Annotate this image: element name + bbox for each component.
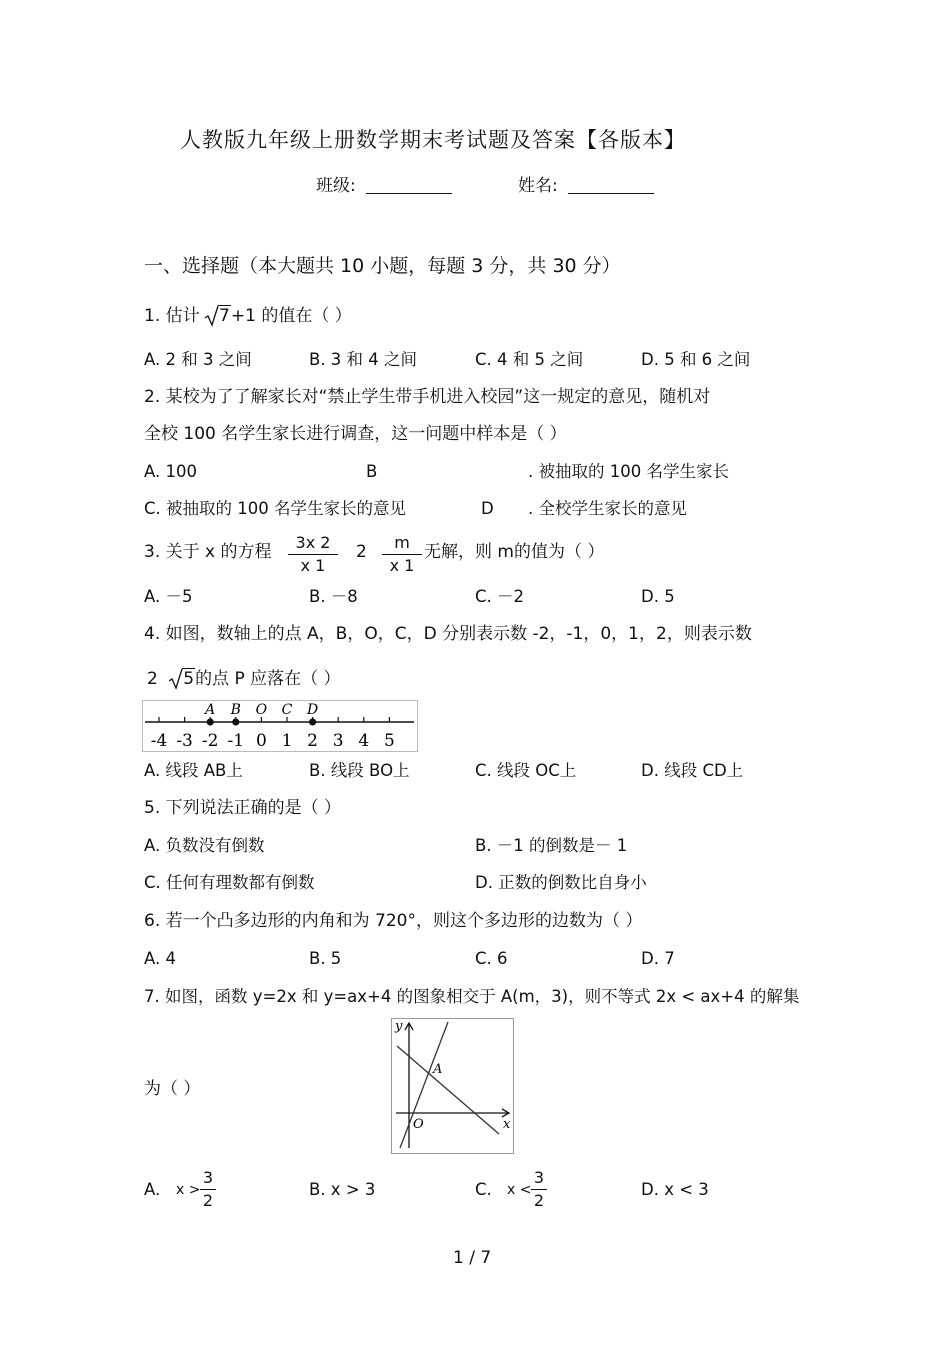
radical-sign-icon: [205, 305, 219, 327]
number-line-tick-label: 3: [332, 731, 344, 751]
q3-pre: 3. 关于 x 的方程: [144, 542, 272, 562]
q1-post: +1 的值在（ ）: [230, 306, 352, 326]
name-blank: [568, 176, 654, 194]
q7-option-a-symbol: x >: [176, 1182, 201, 1198]
number-line-point-label: B: [230, 702, 241, 718]
q6-option-d: D. 7: [641, 949, 675, 968]
number-line-point: [207, 718, 214, 725]
origin-label: O: [413, 1117, 424, 1132]
fraction-denominator: 2: [533, 1191, 545, 1210]
number-line-tick-label: 1: [281, 731, 293, 751]
class-blank: [366, 176, 452, 194]
q7-option-c-letter: C.: [475, 1180, 492, 1199]
fraction-denominator: 2: [202, 1191, 214, 1210]
number-line-tick-label: 2: [307, 731, 319, 751]
q4-option-b: B. 线段 BO上: [309, 761, 410, 780]
q4-option-d: D. 线段 CD上: [641, 761, 744, 780]
number-line-tick-label: 0: [255, 731, 267, 751]
page-title: 人教版九年级上册数学期末考试题及答案【各版本】: [180, 128, 686, 152]
q2-stem-line1: 2. 某校为了了解家长对“禁止学生带手机进入校园”这一规定的意见，随机对: [144, 387, 711, 407]
q3-frac2-denominator: x 1: [389, 556, 415, 575]
q7-option-a-fraction: [200, 1170, 216, 1209]
fraction-bar: [200, 1189, 216, 1190]
q3-mid: 2: [356, 542, 367, 562]
q7-stem-line2: 为（ ）: [144, 1079, 201, 1099]
sqrt-symbol: [169, 671, 195, 688]
q7-option-b: B. x > 3: [309, 1180, 376, 1199]
radical-sign-icon: [169, 668, 183, 690]
number-line-point: [309, 718, 316, 725]
name-field: [518, 176, 654, 195]
q3-fraction-2: [382, 535, 422, 574]
q6-option-c: C. 6: [475, 949, 508, 968]
q1-option-d: D. 5 和 6 之间: [641, 350, 751, 369]
number-line-figure: [142, 700, 418, 752]
sqrt-symbol: [205, 308, 231, 325]
number-line-tick-label: -4: [150, 731, 168, 751]
fraction-bar: [531, 1189, 547, 1190]
q3-frac2-numerator: m: [394, 533, 410, 552]
figure-frame: [392, 1019, 514, 1154]
q6-option-b: B. 5: [309, 949, 342, 968]
q3-option-d: D. 5: [641, 587, 675, 606]
section-heading: 一、选择题（本大题共 10 小题，每题 3 分，共 30 分）: [144, 255, 621, 277]
number-line-tick-label: 5: [383, 731, 395, 751]
q4-stem-line2: [147, 671, 341, 688]
q7-option-c-symbol: x <: [507, 1182, 532, 1198]
q3-option-a: A. －5: [144, 587, 193, 606]
q3-frac1-numerator: 3x 2: [295, 533, 331, 552]
q4-post: 的点 P 应落在（ ）: [195, 669, 341, 689]
q4-stem-line1: 4. 如图，数轴上的点 A，B，O，C，D 分别表示数 -2，-1，0，1，2，则表示数: [144, 624, 752, 644]
name-label: 姓名:: [518, 176, 558, 196]
function-graph-figure: [391, 1018, 515, 1155]
q2-option-b-text: . 被抽取的 100 名学生家长: [528, 462, 729, 481]
number-line-point-label: A: [205, 702, 216, 718]
fraction-numerator: 3: [533, 1168, 545, 1187]
q5-option-b: B. －1 的倒数是－ 1: [475, 836, 628, 855]
point-a-label: A: [433, 1062, 443, 1077]
q2-option-d-letter: D: [481, 499, 494, 518]
q1-pre: 1. 估计: [144, 306, 200, 326]
q1-option-c: C. 4 和 5 之间: [475, 350, 584, 369]
number-line-point-label: O: [255, 702, 268, 718]
q3-option-b: B. －8: [309, 587, 358, 606]
q1-option-a: A. 2 和 3 之间: [144, 350, 252, 369]
q3-frac1-denominator: x 1: [300, 556, 326, 575]
number-line-point: [232, 718, 239, 725]
fraction-bar: [288, 554, 338, 555]
q4-option-c: C. 线段 OC上: [475, 761, 577, 780]
q4-pre: 2: [147, 669, 158, 689]
q2-option-b-letter: B: [366, 462, 378, 481]
q5-option-a: A. 负数没有倒数: [144, 836, 265, 855]
q7-option-c-fraction: [531, 1170, 547, 1209]
number-line-point-label: D: [306, 702, 319, 718]
q6-stem: 6. 若一个凸多边形的内角和为 720°，则这个多边形的边数为（ ）: [144, 911, 643, 931]
x-axis-label: x: [503, 1117, 511, 1132]
question-1: [144, 308, 352, 325]
class-label: 班级:: [316, 176, 356, 196]
number-line-tick-label: -3: [176, 731, 193, 751]
q2-option-c: C. 被抽取的 100 名学生家长的意见: [144, 499, 406, 518]
number-line-point-label: C: [281, 702, 293, 718]
q3-option-c: C. －2: [475, 587, 525, 606]
q7-stem: 7. 如图，函数 y=2x 和 y=ax+4 的图象相交于 A(m，3)，则不等式 2x < ax+4 的解集: [144, 987, 800, 1006]
q2-option-a: A. 100: [144, 462, 197, 481]
q2-stem-line2: 全校 100 名学生家长进行调查，这一问题中样本是（ ）: [144, 424, 567, 444]
q5-option-c: C. 任何有理数都有倒数: [144, 873, 315, 892]
q1-option-b: B. 3 和 4 之间: [309, 350, 418, 369]
fraction-numerator: 3: [202, 1168, 214, 1187]
class-field: [316, 176, 452, 195]
q7-option-a-letter: A.: [144, 1180, 161, 1199]
q4-option-a: A. 线段 AB上: [144, 761, 243, 780]
y-axis-label: y: [395, 1019, 403, 1034]
q3-fraction-1: [288, 535, 338, 574]
q6-option-a: A. 4: [144, 949, 176, 968]
q1-radicand: 7: [219, 306, 230, 326]
q4-radicand: 5: [183, 669, 195, 689]
q5-stem: 5. 下列说法正确的是（ ）: [144, 798, 342, 818]
number-line-tick-label: -2: [201, 731, 219, 751]
q3-post: 无解，则 m的值为（ ）: [424, 542, 605, 562]
q7-option-d: D. x < 3: [641, 1180, 709, 1199]
q2-option-d-text: . 全校学生家长的意见: [528, 499, 687, 518]
page-number: 1 / 7: [453, 1248, 492, 1268]
q5-option-d: D. 正数的倒数比自身小: [475, 873, 647, 892]
number-line-tick-label: 4: [358, 731, 370, 751]
number-line-tick-label: -1: [227, 731, 245, 751]
fraction-bar: [382, 554, 422, 555]
